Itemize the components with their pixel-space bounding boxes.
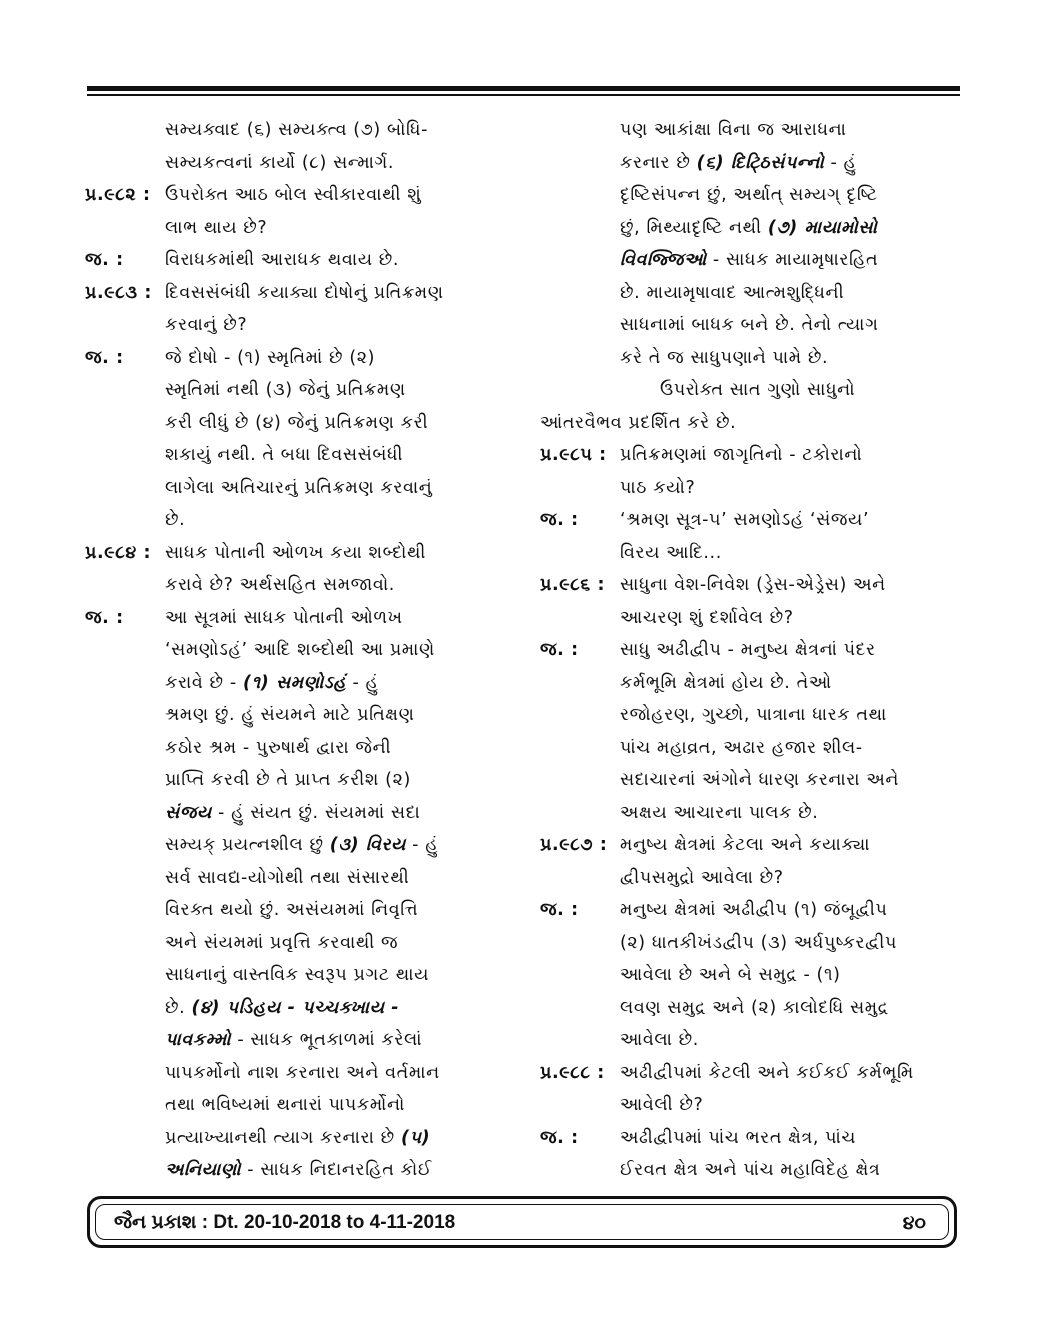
left-column bbox=[85, 114, 510, 1187]
line-text: કરવાનું છે? bbox=[165, 315, 248, 335]
text-line bbox=[85, 309, 510, 342]
line-text: અઢીદ્વીપમાં પાંચ ભરત ક્ષેત્ર, પાંચ bbox=[620, 1127, 857, 1148]
answer-label: જ. : bbox=[540, 510, 579, 530]
line-text: મનુષ્ય ક્ષેત્રમાં કેટલા અને કયાક્યા bbox=[620, 835, 871, 855]
text-line bbox=[85, 732, 510, 765]
line-text: મનુષ્ય ક્ષેત્રમાં અઢીદ્વીપ (૧) જંબૂદ્વીપ bbox=[620, 900, 888, 920]
text-line bbox=[85, 927, 510, 960]
line-text: આંતરવૈભવ પ્રદર્શિત કરે છે. bbox=[540, 412, 737, 433]
text-line bbox=[85, 894, 510, 927]
answer-label: જ. : bbox=[540, 1127, 579, 1148]
text-line bbox=[540, 764, 965, 797]
text-line bbox=[85, 244, 510, 277]
line-text: સ્મૃતિમાં નથી (૩) જેનું પ્રતિક્રમણ bbox=[165, 380, 406, 400]
line-text-after: - હું bbox=[405, 835, 439, 855]
text-line bbox=[85, 277, 510, 310]
text-line bbox=[540, 244, 965, 277]
line-text: (૨) ધાતકીખંડદ્વીપ (૩) અર્ધપુષ્કરદ્વીપ bbox=[620, 932, 897, 953]
text-line bbox=[540, 212, 965, 245]
emphasis-text: (૬) દિટ્ઠિસંપન્નો bbox=[696, 152, 825, 173]
text-line bbox=[540, 732, 965, 765]
text-line bbox=[85, 1089, 510, 1122]
text-line bbox=[85, 699, 510, 732]
line-text: લાગેલા અતિચારનું પ્રતિક્રમણ કરવાનું bbox=[165, 477, 433, 498]
line-text: છે. bbox=[165, 510, 186, 530]
answer-label: જ. : bbox=[85, 250, 124, 270]
line-text: અઢીદ્વીપમાં કેટલી અને કઈકઈ કર્મભૂમિ bbox=[620, 1062, 914, 1083]
text-line bbox=[540, 569, 965, 602]
line-text: છું, મિથ્યાદૃષ્ટિ નથી bbox=[620, 217, 768, 238]
text-line bbox=[540, 537, 965, 570]
question-number: પ્ર.૯૮૮ : bbox=[540, 1062, 605, 1083]
text-line bbox=[540, 829, 965, 862]
text-line bbox=[85, 764, 510, 797]
line-text: છે. માયામૃષાવાદ આત્મશુદ્ધિની bbox=[620, 282, 845, 303]
text-line bbox=[540, 277, 965, 310]
text-line bbox=[85, 1122, 510, 1155]
text-line bbox=[540, 374, 965, 407]
emphasis-text: અનિયાણો bbox=[165, 1160, 242, 1180]
text-line bbox=[540, 439, 965, 472]
text-line bbox=[540, 472, 965, 505]
text-line bbox=[85, 829, 510, 862]
line-text: સાધુના વેશ-નિવેશ (ડ્રેસ-એડ્રેસ) અને bbox=[620, 575, 886, 595]
answer-label: જ. : bbox=[85, 607, 124, 628]
text-line bbox=[540, 309, 965, 342]
text-line bbox=[540, 1024, 965, 1057]
line-text: વિરાધકમાંથી આરાધક થવાય છે. bbox=[165, 250, 400, 270]
line-text: તથા ભવિષ્યમાં થનારાં પાપકર્મોનો bbox=[165, 1095, 405, 1115]
text-line bbox=[540, 602, 965, 635]
line-text: લાભ થાય છે? bbox=[165, 217, 268, 238]
line-text: સાધુ અઢીદ્વીપ - મનુષ્ય ક્ષેત્રનાં પંદર bbox=[620, 640, 876, 660]
answer-label: જ. : bbox=[540, 900, 579, 920]
emphasis-text: પાવકમ્મો bbox=[165, 1030, 232, 1050]
line-text: વિરક્ત થયો છું. અસંયમમાં નિવૃત્તિ bbox=[165, 900, 419, 920]
line-text: શ્રમણ છું. હું સંયમને માટે પ્રતિક્ષણ bbox=[165, 705, 415, 725]
line-text: સદાચારનાં અંગોને ધારણ કરનારા અને bbox=[620, 770, 900, 790]
text-line bbox=[540, 1154, 965, 1187]
line-text-after: - હું bbox=[824, 152, 857, 173]
line-text: પ્રાપ્તિ કરવી છે તે પ્રાપ્ત કરીશ (૨) bbox=[165, 770, 411, 790]
question-number: પ્ર.૯૮૨ : bbox=[85, 185, 151, 205]
text-line bbox=[85, 342, 510, 375]
line-text: ‘સમણોઽહં’ આદિ શબ્દોથી આ પ્રમાણે bbox=[165, 640, 435, 660]
question-number: પ્ર.૯૮૩ : bbox=[85, 282, 152, 303]
line-text: કરનાર છે bbox=[620, 152, 697, 173]
line-text: કરાવે છે - bbox=[165, 672, 243, 693]
line-text: કઠોર શ્રમ - પુરુષાર્થ દ્વારા જેની bbox=[165, 737, 392, 758]
line-text: વિરય આદિ... bbox=[620, 542, 722, 563]
line-text: લવણ સમુદ્ર અને (૨) કાલોદધિ સમુદ્ર bbox=[620, 997, 889, 1018]
text-line bbox=[540, 927, 965, 960]
line-text: દ્વીપસમુદ્રો આવેલા છે? bbox=[620, 867, 784, 888]
line-text: સાધનાનું વાસ્તવિક સ્વરૂપ પ્રગટ થાય bbox=[165, 965, 430, 985]
emphasis-text: (૧) સમણોઽહં bbox=[242, 672, 347, 693]
question-number: પ્ર.૯૮૫ : bbox=[540, 445, 607, 465]
right-column bbox=[540, 114, 965, 1187]
line-text: સમ્યકત્વનાં કાર્યો (૮) સન્માર્ગ. bbox=[165, 152, 394, 173]
text-line bbox=[540, 959, 965, 992]
text-line bbox=[85, 407, 510, 440]
line-text: દિવસસંબંધી કયાક્યા દોષોનું પ્રતિક્રમણ bbox=[165, 282, 444, 303]
emphasis-text: (૩) વિરય bbox=[329, 835, 406, 855]
line-text: છે. bbox=[165, 997, 192, 1018]
text-line bbox=[85, 1024, 510, 1057]
header-rule-thin bbox=[87, 94, 960, 96]
line-text: ઉપરોક્ત સાત ગુણો સાધુનો bbox=[660, 380, 856, 400]
line-text: ઈરવત ક્ષેત્ર અને પાંચ મહાવિદેહ ક્ષેત્ર bbox=[620, 1160, 881, 1180]
text-line bbox=[85, 959, 510, 992]
line-text: આ સૂત્રમાં સાધક પોતાની ઓળખ bbox=[165, 607, 403, 628]
line-text: આવેલા છે અને બે સમુદ્ર - (૧) bbox=[620, 965, 841, 985]
line-text: અક્ષય આચારના પાલક છે. bbox=[620, 802, 819, 823]
answer-label: જ. : bbox=[85, 347, 124, 368]
text-line bbox=[85, 1057, 510, 1090]
question-number: પ્ર.૯૮૭ : bbox=[540, 835, 608, 855]
emphasis-text: (૫) bbox=[400, 1127, 431, 1148]
line-text-after: - સાધક નિદાનરહિત કોઈ bbox=[241, 1160, 432, 1180]
footer-frame bbox=[87, 1196, 957, 1248]
line-text: આવેલા છે. bbox=[620, 1030, 699, 1050]
line-text-after: - હું bbox=[346, 672, 379, 693]
text-line bbox=[540, 667, 965, 700]
text-line bbox=[85, 862, 510, 895]
text-line bbox=[85, 147, 510, 180]
line-text: સર્વ સાવદ્ય-યોગોથી તથા સંસારથી bbox=[165, 867, 410, 888]
text-line bbox=[540, 1089, 965, 1122]
line-text: પાંચ મહાવ્રત, અઢાર હજાર શીલ- bbox=[620, 737, 863, 758]
line-text: ઉપરોક્ત આઠ બોલ સ્વીકારવાથી શું bbox=[165, 185, 422, 205]
text-line bbox=[85, 537, 510, 570]
line-text: કર્મભૂમિ ક્ષેત્રમાં હોય છે. તેઓ bbox=[620, 672, 832, 693]
text-line bbox=[85, 797, 510, 830]
text-line bbox=[540, 1122, 965, 1155]
emphasis-text: વિવજ્જિઓ bbox=[620, 250, 707, 270]
text-line bbox=[540, 147, 965, 180]
text-line bbox=[85, 179, 510, 212]
answer-label: જ. : bbox=[540, 640, 579, 660]
line-text: પ્રત્યાખ્યાનથી ત્યાગ કરનારા છે bbox=[165, 1127, 401, 1148]
line-text: સમ્યક્ પ્રયત્નશીલ છું bbox=[165, 835, 330, 855]
text-line bbox=[85, 992, 510, 1025]
line-text: પાપકર્મોનો નાશ કરનારા અને વર્તમાન bbox=[165, 1062, 440, 1083]
text-line bbox=[540, 342, 965, 375]
line-text: ‘શ્રમણ સૂત્ર-૫’ સમણોઽહં ‘સંજય’ bbox=[620, 510, 870, 530]
line-text-after: - સાધક ભૂતકાળમાં કરેલાં bbox=[231, 1030, 423, 1050]
line-text: રજોહરણ, ગુચ્છો, પાત્રાના ધારક તથા bbox=[620, 705, 887, 725]
text-line bbox=[540, 894, 965, 927]
text-line bbox=[85, 504, 510, 537]
text-line bbox=[85, 569, 510, 602]
text-line bbox=[85, 374, 510, 407]
text-line bbox=[85, 212, 510, 245]
line-text: કરી લીધું છે (૪) જેનું પ્રતિક્રમણ કરી bbox=[165, 412, 429, 433]
question-number: પ્ર.૯૮૬ : bbox=[540, 575, 606, 595]
line-text: શકાયું નથી. તે બધા દિવસસંબંધી bbox=[165, 445, 404, 465]
header-rule-thick bbox=[87, 86, 960, 91]
footer-publication: જૈન પ્રકાશ : Dt. 20-10-2018 to 4-11-2018 bbox=[114, 1212, 456, 1233]
text-line bbox=[85, 1154, 510, 1187]
text-line bbox=[85, 439, 510, 472]
text-line bbox=[540, 1057, 965, 1090]
line-text-after: - સાધક માયામૃષારહિત bbox=[706, 250, 879, 270]
question-number: પ્ર.૯૮૪ : bbox=[85, 542, 152, 563]
line-text: સાધક પોતાની ઓળખ કયા શબ્દોથી bbox=[165, 542, 427, 563]
text-line bbox=[85, 634, 510, 667]
emphasis-text: (૪) પડિહય - પચ્ચક્ખાય - bbox=[191, 997, 400, 1018]
text-line bbox=[540, 114, 965, 147]
text-line bbox=[540, 504, 965, 537]
text-line bbox=[540, 862, 965, 895]
text-line bbox=[540, 992, 965, 1025]
line-text: સમ્યક્વાદ (૬) સમ્યક્ત્વ (૭) બોધિ- bbox=[165, 120, 429, 140]
line-text: સાધનામાં બાધક બને છે. તેનો ત્યાગ bbox=[620, 315, 879, 335]
text-line bbox=[540, 797, 965, 830]
line-text-after: - હું સંયત છું. સંયમમાં સદા bbox=[211, 802, 421, 823]
line-text: કરાવે છે? અર્થસહિત સમજાવો. bbox=[165, 575, 395, 595]
line-text: પાઠ કયો? bbox=[620, 477, 696, 498]
page-number: ૪૦ bbox=[902, 1212, 926, 1234]
line-text: પ્રતિક્રમણમાં જાગૃતિનો - ટકોરાનો bbox=[620, 445, 863, 465]
line-text: પણ આકાંક્ષા વિના જ આરાધના bbox=[620, 120, 847, 140]
text-line bbox=[540, 407, 965, 440]
line-text: કરે તે જ સાધુપણાને પામે છે. bbox=[620, 347, 829, 368]
text-line bbox=[540, 699, 965, 732]
text-line bbox=[85, 472, 510, 505]
text-line bbox=[85, 602, 510, 635]
text-line bbox=[540, 179, 965, 212]
line-text: અને સંયમમાં પ્રવૃત્તિ કરવાથી જ bbox=[165, 932, 399, 953]
emphasis-text: સંજય bbox=[165, 802, 212, 823]
text-line bbox=[85, 667, 510, 700]
emphasis-text: (૭) માયામોસો bbox=[767, 217, 878, 238]
footer-inner-frame bbox=[95, 1204, 949, 1240]
line-text: આવેલી છે? bbox=[620, 1095, 704, 1115]
text-line bbox=[540, 634, 965, 667]
line-text: દૃષ્ટિસંપન્ન છું, અર્થાત્ સમ્યગ્ દૃષ્ટિ bbox=[620, 185, 878, 205]
line-text: આચરણ શું દર્શાવેલ છે? bbox=[620, 607, 794, 628]
line-text: જે દોષો - (૧) સ્મૃતિમાં છે (૨) bbox=[165, 347, 376, 368]
text-line bbox=[85, 114, 510, 147]
